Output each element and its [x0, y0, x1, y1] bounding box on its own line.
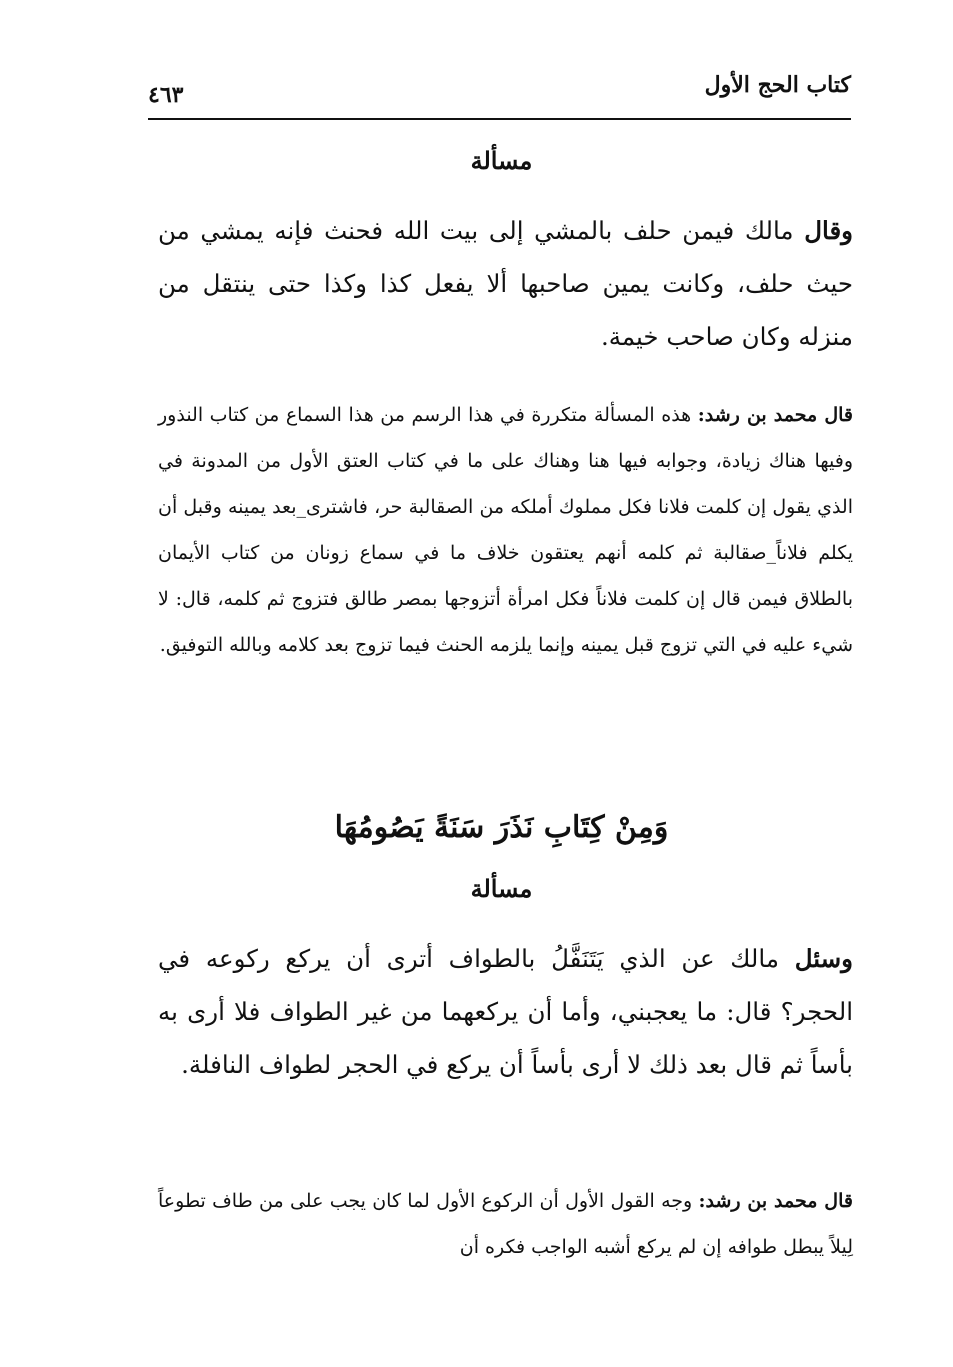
paragraph-lead-word: وقال	[804, 216, 853, 245]
section-heading: مسألة	[470, 874, 533, 903]
commentary-text: هذه المسألة متكررة في هذا الرسم من هذا السماع من كتاب النذور وفيها هناك زيادة، وجوابه فيها هنا وهناك على ما في كتاب العتق الأول من المدونة في الذي يقول إن كلمت فلانا فكل مملوك أملكه من الصقالبة حر، فاشترى_بعد يمينه وقبل أن يكلم فلاناً_صقالبة ثم كلمه أنهم يعتقون خلاف ما في سماع زونان من كتاب الأيمان بالطلاق فيمن قال إن كلمت فلاناً فكل امرأة أتزوجها بمصر طالق فتزوج ثم كلمه، قال: لا شيء عليه في التي تزوج قبل يمينه وإنما يلزمه الحنث فيما تزوج بعد كلامه وبالله التوفيق.	[158, 404, 853, 656]
chapter-title: وَمِنْ كِتَابِ نَذَرَ سَنَةً يَصُومُهَا	[334, 810, 669, 845]
running-header	[148, 68, 851, 120]
paragraph-text: مالك عن الذي يَتَنَفَّلُ بالطواف أترى أن يركع ركوعه في الحجر؟ قال: ما يعجبني، وأما أن يركعهما من غير الطواف فلا أرى به بأساً ثم قال بعد ذلك لا أرى بأساً أن يركع في الحجر لطواف النافلة.	[158, 944, 853, 1079]
body-paragraph	[158, 204, 853, 363]
paragraph-text: مالك فيمن حلف بالمشي إلى بيت الله فحنث فإنه يمشي من حيث حلف، وكانت يمين صاحبها ألا يفعل كذا وكذا حتى ينتقل من منزله وكان صاحب خيمة.	[158, 216, 853, 351]
commentary-paragraph	[158, 392, 853, 668]
commentary-text: وجه القول الأول أن الركوع الأول لما كان يجب على من طاف تطوعاً لِيلاً يبطل طوافه إن لم يركع أشبه الواجب فكره أن	[158, 1190, 853, 1258]
commentary-paragraph	[158, 1178, 853, 1270]
page-number: ٤٦٣	[148, 82, 184, 108]
section-heading: مسألة	[470, 146, 533, 175]
body-paragraph	[158, 932, 853, 1091]
book-title: كتاب الحج الأول	[704, 72, 851, 98]
commentary-lead: قال محمد بن رشد:	[698, 1190, 853, 1212]
commentary-lead: قال محمد بن رشد:	[697, 404, 853, 426]
paragraph-lead-word: وسئل	[794, 944, 853, 973]
